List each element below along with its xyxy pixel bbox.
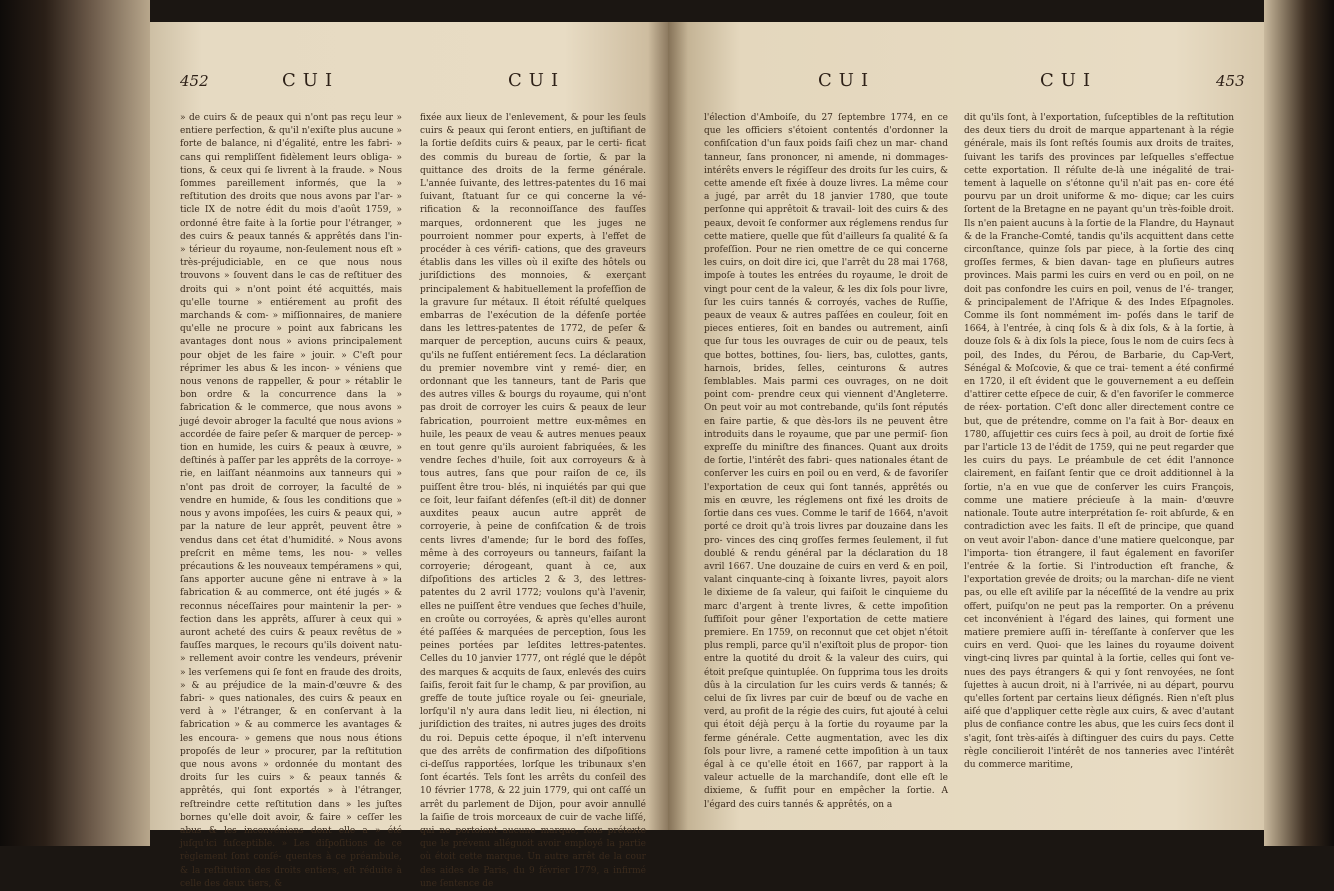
body-text: fixée aux lieux de l'enlevement, & pour les ſeuls cuirs & peaux qui ſeront entiers, en juſtifiant de la ſortie deſdits cuirs & peaux, par le certi- ficat des commis du bureau de ſortie, & par la quittance des droits de la ferme générale. L'année ſuivante, des lettres-patentes du 16 mai ſuivant, ſtatuant ſur ce qui concerne la vé- rification & la reconnoiſſance des fauſſes marques, ordonnerent que les juges ne pourroient nommer pour experts, à l'effet de procéder à ces vérifi- cations, que des graveurs établis dans les villes où il exiſte des hôtels ou juriſdictions des monnoies, & exerçant principalement & habituellement la profeſſion de la gravure ſur métaux. Il étoit réſulté quelques embarras de l'exécution de la défenſe portée dans les lettres-patentes de 1772, de peſer & marquer de perception, aucuns cuirs & peaux, qu'ils ne fuſſent entiérement ſecs. La déclaration du premier novembre vint y remé- dier, en ordonnant que les tanneurs, tant de Paris que des autres villes & bourgs du royaume, qui n'ont pas droit de corroyer les cuirs & peaux de leur fabrication, pourroient mettre eux-mêmes en huile, les peaux de veau & autres menues peaux en tout genre qu'ils auroient fabriquées, & les vendre ſeches d'huile, ſoit aux corroyeurs & à tous autres, ſans que pour raiſon de ce, ils puiſſent être trou- blés, ni inquiétés par qui que ce ſoit, leur faiſant défenſes (eſt-il dit) de donner auxdites peaux aucun autre apprêt de corroyerie, à peine de confiſcation & de trois cents livres d'amende; ſur le bord des foſſes, même à des corroyeurs ou tanneurs, faiſant la corroyerie; dérogeant, quant à ce, aux diſpoſitions des articles 2 & 3, des lettres-patentes du 2 avril 1772; voulons qu'à l'avenir, elles ne puiſſent être vendues que ſeches d'huile, en croûte ou corroyées, & après qu'elles auront été paſſées & marquées de perception, ſous les peines portées par leſdites lettres-patentes. Celles du 10 janvier 1777, ont réglé que le dépôt des marques & acquits de ſaux, enlevés des cuirs ſaiſis, feroit fait ſur le champ, & par proviſion, au greffe de toute juſtice royale ou ſei- gneuriale, lorſqu'il n'y aura dans ledit lieu, ni élection, ni juriſdiction des traites, ni autres juges des droits du roi. Depuis cette époque, il n'eſt intervenu que des arrêts de confirmation des diſpoſitions ci-deſſus rapportées, lorſque les tribunaux s'en ſont écartés. Tels ſont les arrêts du conſeil des 10 février 1778, & 22 juin 1779, qui ont caſſé un arrêt du parlement de Dijon, pour avoir annullé la ſaiſie de trois morceaux de cuir de vache liſſé, qui ne portoient aucune marque, ſous prétexte que le prévenu alléguoit avoir employé la partie où étoit cette marque. Un autre arrêt de la cour des aides de Paris, du 9 février 1779, a infirmé une ſentence de [420, 113, 646, 889]
right-page [668, 22, 1264, 830]
running-header: CUI [1040, 70, 1098, 91]
left-page [150, 22, 668, 889]
book-gutter [648, 22, 688, 830]
body-text: dit qu'ils ſont, à l'exportation, ſuſceptibles de la reſtitution des deux tiers du droit de marque appartenant à la régie générale, mais ils ſont reſtés ſoumis aux droits de traites, ſuivant les tarifs des provinces par leſquelles s'effectue cette exportation. Il réſulte de-là une inégalité de trai- tement à laquelle on s'étonne qu'il n'ait pas en- core été pourvu par un droit uniforme & mo- dique; car les cuirs ſortent de la Bretagne en ne payant qu'un très-foible droit. Ils n'en paient aucuns à la ſortie de la Flandre, du Haynaut & de la Franche-Comté, tandis qu'ils acquittent dans cette circonſtance, quinze ſols par piece, à la ſortie des cinq groſſes fermes, & bien davan- tage en pluſieurs autres provinces. Mais parmi les cuirs en verd ou en poil, on ne doit pas confondre les cuirs en poil, venus de l'é- tranger, & principalement de l'Afrique & des Indes Eſpagnoles. Comme ils ſont nommément im- poſés dans le tarif de 1664, à l'entrée, à cinq ſols & à dix ſols, & à la ſortie, à douze ſols & à dix ſols la piece, ſous le nom de cuirs ſecs à poil, des Indes, du Pérou, de Barbarie, du Cap-Vert, Sénégal & Moſcovie, & que ce trai- tement a été confirmé en 1720, il eſt évident que le gouvernement a eu deſſein d'attirer cette eſpece de cuir, & d'en favoriſer le commerce de réex- portation. C'eſt donc aller directement contre ce but, que de prétendre, comme on l'a fait à Bor- deaux en 1780, aſſujettir ces cuirs ſecs à poil, au droit de ſortie fixé par l'article 13 de l'édit de 1759, qui ne peut regarder que les cuirs du pays. Le préambule de cet édit l'annonce clairement, en faiſant ſentir que ce droit additionnel à la ſortie, n'a en vue que de conſerver les cuirs François, comme une matiere précieuſe à la main- d'œuvre nationale. Toute autre interprétation ſe- roit abſurde, & en contradiction avec les faits. Il eſt de principe, que quand on veut avoir l'abon- dance d'une matiere quelconque, par l'importa- tion étrangere, il faut également en favoriſer l'entrée & la ſortie. Si l'introduction eſt franche, & l'exportation grevée de droits; ou la marchan- diſe ne vient pas, ou elle eſt aviliſe par la néceſſité de la vendre au prix offert, puiſqu'on ne peut pas la remporter. On a prévenu cet inconvénient à l'égard des laines, qui forment une matiere premiere auſſi in- téreſſante à conſerver que les cuirs en verd. Quoi- que les laines du royaume doivent vingt-cinq livres par quintal à la ſortie, celles qui ſont ve- nues des pays étrangers & qui y ſont renvoyées, ne ſont ſujettes à aucun droit, ni à l'arrivée, ni au départ, pourvu qu'elles ſortent par certains lieux déſignés. Rien n'eſt plus aiſé que d'appliquer cette règle aux cuirs, & avec d'autant plus de confiance contre les abus, que les cuirs ſecs dont il s'agit, ſont très-aiſés à diſtinguer des cuirs du pays. Cette règle concilieroit l'intérêt de nos tanneries avec l'intérêt du commerce maritime, [964, 113, 1234, 770]
text-column [964, 112, 1234, 842]
page-number: 453 [1216, 72, 1245, 90]
body-text: » de cuirs & de peaux qui n'ont pas reçu leur » entiere perfection, & qu'il n'exiſte plus aucune » forte de balance, ni d'égalité, entre les fabri- » cans qui rempliſſent fidèlement leurs obliga- » tions, & ceux qui ſe livrent à la fraude. » Nous ſommes pareillement informés, que la » reſtitution des droits que nous avons par l'ar- » ticle IX de notre édit du mois d'août 1759, » ordonné être faite à la ſortie pour l'étranger, » des cuirs & peaux tannés & apprêtés dans l'in- » térieur du royaume, non-ſeulement nous eſt » très-préjudiciable, en ce que nous nous trouvons » ſouvent dans le cas de reſtituer des droits qui » n'ont point été acquittés, mais qu'elle tourne » entiérement au profit des marchands & com- » miſſionnaires, de maniere qu'elle ne procure » point aux fabricans les avantages dont nous » avions principalement pour objet de les faire » jouir. » C'eſt pour réprimer les abus & les incon- » véniens que nous venons de rappeller, & pour » rétablir le bon ordre & la concurrence dans la » fabrication & le commerce, que nous avons » jugé devoir abroger la faculté que nous avions » accordée de faire peſer & marquer de percep- » tion en humide, les cuirs & peaux à œuvre, » deſtinés à paſſer par les apprêts de la corroye- » rie, en laiſſant néanmoins aux tanneurs qui » n'ont pas droit de corroyer, la faculté de » vendre en humide, & ſous les conditions que » nous y avons impoſées, les cuirs & peaux qui, » par la nature de leur apprêt, peuvent être » vendus dans cet état d'humidité. » Nous avons preſcrit en même tems, les nou- » velles précautions & les nouveaux tempéramens » qui, ſans apporter aucune gêne ni entrave à » la fabrication & au commerce, ont été jugés » & reconnus néceſſaires pour maintenir la per- » fection dans les apprêts, aſſurer à ceux qui » auront acheté des cuirs & peaux revêtus de » fauſſes marques, le recours qu'ils doivent natu- » rellement avoir contre les vendeurs, prévenir » les verſemens qui ſe font en fraude des droits, » & au préjudice de la main-d'œuvre & des fabri- » ques nationales, des cuirs & peaux en verd à » l'étranger, & en conſervant à la fabrication » & au commerce les avantages & les encoura- » gemens que nous nous étions propoſés de leur » procurer, par la reſtitution que nous avons » ordonnée du montant des droits ſur les cuirs » & peaux tannés & apprêtés, qui ſont exportés » à l'étranger, reſtreindre cette reſtitution dans » les juſtes bornes qu'elle doit avoir, & faire » ceſſer les abus & les inconvéniens dont elle a » été juſqu'ici ſuſceptible. » Les diſpoſitions de ce règlement ſont conſé- quentes à ce préambule, & la reſtitution des droits entiers, eſt réduite à celle des deux tiers, & [180, 113, 402, 889]
page-number: 452 [180, 72, 209, 90]
running-header: CUI [282, 70, 340, 91]
text-column [704, 112, 948, 842]
book-edge-right [1264, 0, 1334, 846]
running-header: CUI [508, 70, 566, 91]
body-text: l'élection d'Amboiſe, du 27 ſeptembre 1774, en ce que les officiers s'étoient contentés d'ordonner la confiſcation d'un faux poids ſaiſi chez un mar- chand tanneur, ſans prononcer, ni amende, ni dommages-intérêts envers le régiſſeur des droits ſur les cuirs, & cette amende eſt fixée à douze livres. La même cour a jugé, par arrêt du 18 janvier 1780, que toute perſonne qui apprêtoit & travail- loit des cuirs & des peaux, devoit ſe conformer aux réglemens rendus ſur cette matiere, quelle que fût d'ailleurs ſa qualité & ſa profeſſion. Pour ne rien omettre de ce qui concerne les cuirs, on doit dire ici, que l'arrêt du 28 mai 1768, impoſe à toutes les entrées du royaume, le droit de vingt pour cent de la valeur, & les dix ſols pour livre, ſur les cuirs tannés & corroyés, vaches de Ruſſie, peaux de veaux & autres paſſées en couleur, ſoit en pieces entieres, ſoit en bandes ou autrement, ainſi que ſur tous les ouvrages de cuir ou de peaux, tels que bottes, bottines, ſou- liers, bas, culottes, gants, harnois, brides, ſelles, ceinturons & autres ſemblables. Mais parmi ces ouvrages, on ne doit point com- prendre ceux qui viennent d'Angleterre. On peut voir au mot contrebande, qu'ils ſont réputés en faire partie, & que dès-lors ils ne peuvent être introduits dans le royaume, que par une permiſ- ſion expreſſe du miniſtre des finances. Quant aux droits de ſortie, l'intérêt des fabri- ques nationales étant de conſerver les cuirs en poil ou en verd, & de favoriſer l'exportation de ceux qui ſont tannés, apprêtés ou mis en œuvre, les réglemens ont fixé les droits de ſortie dans ces vues. Comme le tarif de 1664, n'avoit porté ce droit qu'à trois livres par douzaine dans les pro- vinces des cinq groſſes fermes ſeulement, il fut doublé & rendu général par la déclaration du 18 avril 1667. Une douzaine de cuirs en verd & en poil, valant cinquante-cinq à ſoixante livres, payoit alors le dixieme de ſa valeur, qui faiſoit le cinquieme du marc d'argent à trente livres, & cette impoſition ſuffiſoit pour gêner l'exportation de cette matiere premiere. En 1759, on reconnut que cet objet n'étoit plus rempli, parce qu'il n'exiſtoit plus de propor- tion entre la quotité du droit & la valeur des cuirs, qui étoit preſque quintuplée. On ſupprima tous les droits dûs à la circulation ſur les cuirs verds & tannés; & celui de ſix livres par cuir de bœuf ou de vache en verd, au profit de la régie des cuirs, fut ajouté à celui qui étoit déjà perçu à la ſortie du royaume par la ferme générale. Cette augmentation, avec les dix ſols pour livre, a ramené cette impoſition à un taux égal à ce qu'elle étoit en 1667, par rapport à la valeur actuelle de la marchandiſe, dont elle eſt le dixieme, & ſuffit pour en empêcher la ſortie. A l'égard des cuirs tannés & apprêtés, on a [704, 113, 948, 810]
text-column [420, 112, 646, 889]
running-header: CUI [818, 70, 876, 91]
book-edge-left [0, 0, 150, 846]
text-column [180, 112, 402, 889]
